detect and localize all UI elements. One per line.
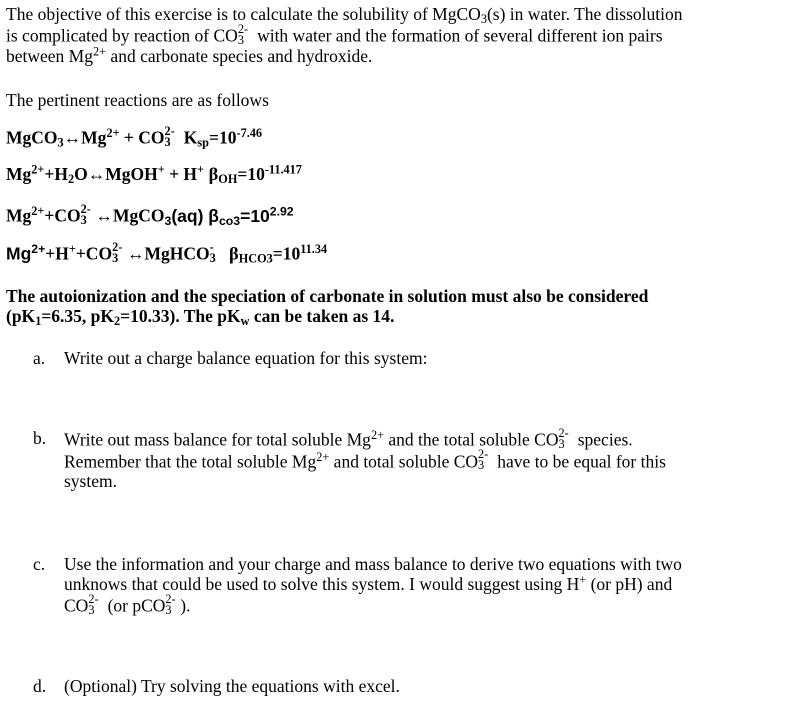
autoionization-text: can be taken as 14. xyxy=(249,306,395,326)
list-item-text xyxy=(64,425,776,491)
superscript: 2- xyxy=(237,21,249,36)
superscript: 2- xyxy=(558,425,569,440)
reaction-text: ↔Mg xyxy=(63,127,107,148)
autoionization-line-1: The autoionization and the speciation of carbonate in solution must also be considered xyxy=(6,286,649,306)
subscript: 3 xyxy=(209,250,216,265)
sub-superscript xyxy=(165,591,180,617)
intro-text: between Mg xyxy=(6,45,93,66)
autoionization-line-2 xyxy=(6,306,781,329)
list-item-text xyxy=(64,554,776,616)
sub-superscript xyxy=(112,239,127,265)
sub-superscript xyxy=(478,447,493,472)
item-text: Remember that the total soluble Mg xyxy=(64,451,317,471)
item-text: unknows that could be used to solve this system. I would suggest using H xyxy=(64,574,580,594)
item-line: system. xyxy=(64,471,117,491)
superscript: 2+ xyxy=(93,43,107,58)
item-line xyxy=(64,591,776,617)
superscript: - xyxy=(209,239,214,254)
superscript: + xyxy=(68,241,76,256)
autoionization-text: =6.35, pK xyxy=(41,306,115,326)
heading-text: The pertinent reactions are as follows xyxy=(6,90,269,110)
subscript: 3 xyxy=(165,602,172,617)
intro-line-1 xyxy=(6,4,781,27)
subscript: w xyxy=(240,314,250,329)
intro-paragraph xyxy=(6,4,781,66)
item-line: Write out a charge balance equation for this system: xyxy=(64,348,428,368)
autoionization-paragraph xyxy=(6,286,781,329)
subscript: 1 xyxy=(35,314,42,329)
item-line xyxy=(64,447,776,472)
subscript: 3 xyxy=(80,212,87,227)
item-text: species. xyxy=(573,429,633,450)
reaction-text: K xyxy=(179,127,198,148)
reaction-text: + H xyxy=(164,164,198,184)
intro-line-3 xyxy=(6,43,781,66)
reaction-text: +H xyxy=(45,243,69,264)
reaction-text: Mg xyxy=(6,243,32,264)
reaction-text: +CO xyxy=(75,243,113,264)
reaction-2 xyxy=(6,162,781,187)
reaction-text: β xyxy=(204,164,219,184)
intro-text: (s) in water. The dissolution xyxy=(486,4,683,24)
subscript: 3 xyxy=(88,602,95,617)
reaction-text: +CO xyxy=(44,205,81,226)
subscript: 2 xyxy=(114,314,121,329)
reaction-text: +H xyxy=(44,164,68,184)
sub-superscript xyxy=(237,21,253,47)
superscript: + xyxy=(157,162,165,177)
superscript: 2- xyxy=(165,591,176,606)
exponent: -7.46 xyxy=(236,125,263,140)
reaction-text: ↔MgHCO xyxy=(126,243,210,264)
subscript: HCO3 xyxy=(238,251,273,266)
reaction-text: MgCO xyxy=(6,127,58,148)
subscript: 2 xyxy=(67,172,75,187)
superscript: 2- xyxy=(112,239,123,254)
superscript: 2- xyxy=(164,123,175,138)
subscript: 3 xyxy=(164,213,172,228)
exponent: 11.34 xyxy=(300,241,328,256)
reaction-4 xyxy=(6,239,781,266)
reaction-text: Mg xyxy=(6,205,32,226)
reactions-heading xyxy=(6,90,781,110)
intro-text: is complicated by reaction of CO xyxy=(6,25,238,46)
list-item-text xyxy=(64,676,776,696)
reaction-text: + CO xyxy=(119,127,165,148)
reaction-text: =10 xyxy=(209,127,237,148)
list-marker: a. xyxy=(33,348,46,368)
superscript: 2+ xyxy=(31,162,45,177)
subscript: 3 xyxy=(164,134,171,149)
subscript: 3 xyxy=(480,12,487,27)
intro-text: The objective of this exercise is to calculate the solubility of MgCO xyxy=(6,4,481,24)
autoionization-text: =10.33). The pK xyxy=(120,306,241,326)
sub-superscript xyxy=(558,425,573,451)
list-marker: d. xyxy=(33,676,47,696)
reaction-text: O↔MgOH xyxy=(74,164,158,184)
subscript: 3 xyxy=(558,436,565,451)
item-text: and total soluble CO xyxy=(329,451,479,471)
subscript: 3 xyxy=(57,135,64,150)
item-text: and the total soluble CO xyxy=(383,429,559,450)
list-marker: b. xyxy=(33,428,47,448)
item-line: (Optional) Try solving the equations with excel. xyxy=(64,676,400,696)
item-text: (or pH) and xyxy=(586,574,673,594)
reaction-text: Mg xyxy=(6,164,32,184)
item-line xyxy=(64,425,776,451)
superscript: 2+ xyxy=(31,203,45,218)
subscript: co3 xyxy=(218,213,241,228)
sub-superscript xyxy=(209,239,225,265)
intro-text: and carbonate species and hydroxide. xyxy=(106,45,373,66)
exponent: -11.417 xyxy=(264,162,302,177)
subscript: 3 xyxy=(112,250,119,265)
subscript: sp xyxy=(197,135,209,150)
superscript: 2- xyxy=(478,447,489,461)
reaction-text: =10 xyxy=(272,243,301,264)
item-line: Use the information and your charge and mass balance to derive two equations with two xyxy=(64,554,682,574)
intro-text: with water and the formation of several different ion pairs xyxy=(252,25,663,46)
autoionization-text: (pK xyxy=(6,306,36,326)
superscript: 2- xyxy=(80,201,91,216)
superscript: + xyxy=(579,572,587,587)
list-marker: c. xyxy=(33,554,46,574)
reaction-text: =10 xyxy=(240,205,270,226)
superscript: 2+ xyxy=(316,449,330,464)
item-text: ). xyxy=(180,595,191,616)
reaction-text: ↔MgCO xyxy=(95,205,165,226)
superscript: 2+ xyxy=(106,125,120,140)
subscript: OH xyxy=(218,172,238,187)
sub-superscript xyxy=(80,201,96,227)
superscript: 2+ xyxy=(31,241,46,256)
item-text: Write out mass balance for total soluble Mg xyxy=(64,429,371,450)
superscript: 2- xyxy=(88,591,99,606)
sub-superscript xyxy=(164,123,180,149)
item-text: have to be equal for this xyxy=(492,451,666,471)
reaction-text: β xyxy=(224,243,239,264)
sub-superscript xyxy=(88,591,103,617)
intro-line-2 xyxy=(6,21,781,47)
subscript: 3 xyxy=(237,32,244,47)
subscript: 3 xyxy=(478,458,485,472)
item-text: CO xyxy=(64,595,89,616)
reaction-3 xyxy=(6,201,781,228)
item-text: (or pCO xyxy=(103,595,166,616)
reaction-text: (aq) β xyxy=(171,205,219,226)
reaction-text: =10 xyxy=(237,164,265,184)
superscript: 2+ xyxy=(370,427,384,442)
list-item-text xyxy=(64,348,776,368)
superscript: + xyxy=(197,162,205,177)
exponent: 2.92 xyxy=(269,203,294,218)
reaction-1 xyxy=(6,123,781,150)
